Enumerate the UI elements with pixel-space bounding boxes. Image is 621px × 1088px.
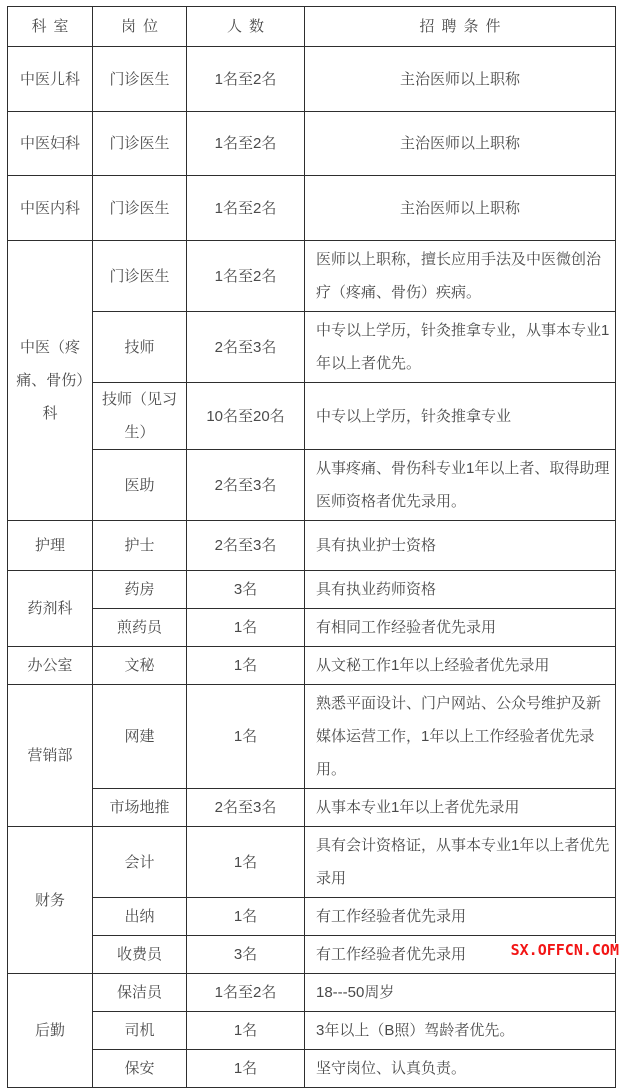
condition-cell: 18---50周岁 bbox=[305, 974, 616, 1012]
dept-cell: 后勤 bbox=[8, 974, 93, 1088]
post-cell: 门诊医生 bbox=[93, 241, 187, 312]
count-cell: 1名至2名 bbox=[187, 176, 305, 241]
post-cell: 门诊医生 bbox=[93, 47, 187, 112]
post-cell: 会计 bbox=[93, 827, 187, 898]
table-row bbox=[8, 1050, 616, 1088]
column-header-post: 岗位 bbox=[93, 7, 187, 47]
count-cell: 10名至20名 bbox=[187, 383, 305, 450]
column-header-conditions: 招聘条件 bbox=[305, 7, 616, 47]
count-cell: 3名 bbox=[187, 936, 305, 974]
condition-cell: 中专以上学历，针灸推拿专业，从事本专业1年以上者优先。 bbox=[305, 312, 616, 383]
table-row bbox=[8, 521, 616, 571]
table-row bbox=[8, 827, 616, 898]
condition-cell: 从事疼痛、骨伤科专业1年以上者、取得助理医师资格者优先录用。 bbox=[305, 450, 616, 521]
post-cell: 药房 bbox=[93, 571, 187, 609]
post-cell: 护士 bbox=[93, 521, 187, 571]
table-row bbox=[8, 898, 616, 936]
post-cell: 出纳 bbox=[93, 898, 187, 936]
condition-cell: 主治医师以上职称 bbox=[305, 112, 616, 176]
dept-cell: 财务 bbox=[8, 827, 93, 974]
condition-cell: 有工作经验者优先录用 bbox=[305, 936, 616, 974]
table-header-row bbox=[8, 7, 616, 47]
count-cell: 1名 bbox=[187, 1012, 305, 1050]
post-cell: 市场地推 bbox=[93, 789, 187, 827]
table-row bbox=[8, 176, 616, 241]
dept-cell: 中医儿科 bbox=[8, 47, 93, 112]
post-cell: 门诊医生 bbox=[93, 112, 187, 176]
post-cell: 收费员 bbox=[93, 936, 187, 974]
table-row bbox=[8, 571, 616, 609]
table-row bbox=[8, 1012, 616, 1050]
condition-cell: 医师以上职称，擅长应用手法及中医微创治疗（疼痛、骨伤）疾病。 bbox=[305, 241, 616, 312]
count-cell: 1名 bbox=[187, 609, 305, 647]
count-cell: 2名至3名 bbox=[187, 312, 305, 383]
dept-cell: 办公室 bbox=[8, 647, 93, 685]
column-header-dept: 科室 bbox=[8, 7, 93, 47]
count-cell: 2名至3名 bbox=[187, 450, 305, 521]
post-cell: 门诊医生 bbox=[93, 176, 187, 241]
condition-cell: 坚守岗位、认真负责。 bbox=[305, 1050, 616, 1088]
post-cell: 技师（见习生） bbox=[93, 383, 187, 450]
count-cell: 2名至3名 bbox=[187, 789, 305, 827]
table-row bbox=[8, 241, 616, 312]
post-cell: 医助 bbox=[93, 450, 187, 521]
condition-cell: 具有执业药师资格 bbox=[305, 571, 616, 609]
table-row bbox=[8, 789, 616, 827]
dept-cell: 护理 bbox=[8, 521, 93, 571]
condition-cell: 从文秘工作1年以上经验者优先录用 bbox=[305, 647, 616, 685]
table-row bbox=[8, 609, 616, 647]
table-row bbox=[8, 112, 616, 176]
condition-cell: 主治医师以上职称 bbox=[305, 47, 616, 112]
table-row bbox=[8, 974, 616, 1012]
table-row bbox=[8, 450, 616, 521]
dept-cell: 中医（疼痛、骨伤）科 bbox=[8, 241, 93, 521]
condition-cell: 熟悉平面设计、门户网站、公众号维护及新媒体运营工作，1年以上工作经验者优先录用。 bbox=[305, 685, 616, 789]
post-cell: 保安 bbox=[93, 1050, 187, 1088]
condition-cell: 有相同工作经验者优先录用 bbox=[305, 609, 616, 647]
condition-cell: 有工作经验者优先录用 bbox=[305, 898, 616, 936]
count-cell: 1名 bbox=[187, 685, 305, 789]
condition-cell: 具有执业护士资格 bbox=[305, 521, 616, 571]
table-row bbox=[8, 647, 616, 685]
recruitment-table bbox=[7, 6, 616, 1088]
post-cell: 煎药员 bbox=[93, 609, 187, 647]
count-cell: 1名 bbox=[187, 1050, 305, 1088]
dept-cell: 药剂科 bbox=[8, 571, 93, 647]
count-cell: 1名至2名 bbox=[187, 241, 305, 312]
count-cell: 1名至2名 bbox=[187, 974, 305, 1012]
dept-cell: 营销部 bbox=[8, 685, 93, 827]
count-cell: 2名至3名 bbox=[187, 521, 305, 571]
post-cell: 保洁员 bbox=[93, 974, 187, 1012]
condition-cell: 具有会计资格证，从事本专业1年以上者优先录用 bbox=[305, 827, 616, 898]
table-row bbox=[8, 47, 616, 112]
condition-cell: 主治医师以上职称 bbox=[305, 176, 616, 241]
condition-cell: 从事本专业1年以上者优先录用 bbox=[305, 789, 616, 827]
count-cell: 1名 bbox=[187, 647, 305, 685]
count-cell: 1名 bbox=[187, 898, 305, 936]
count-cell: 1名至2名 bbox=[187, 112, 305, 176]
post-cell: 文秘 bbox=[93, 647, 187, 685]
count-cell: 3名 bbox=[187, 571, 305, 609]
count-cell: 1名至2名 bbox=[187, 47, 305, 112]
post-cell: 司机 bbox=[93, 1012, 187, 1050]
table-row bbox=[8, 685, 616, 789]
condition-cell: 中专以上学历，针灸推拿专业 bbox=[305, 383, 616, 450]
table-row bbox=[8, 383, 616, 450]
post-cell: 网建 bbox=[93, 685, 187, 789]
dept-cell: 中医内科 bbox=[8, 176, 93, 241]
column-header-count: 人数 bbox=[187, 7, 305, 47]
count-cell: 1名 bbox=[187, 827, 305, 898]
watermark: SX.OFFCN.COM bbox=[510, 941, 619, 959]
table-row bbox=[8, 312, 616, 383]
condition-cell: 3年以上（B照）驾龄者优先。 bbox=[305, 1012, 616, 1050]
post-cell: 技师 bbox=[93, 312, 187, 383]
dept-cell: 中医妇科 bbox=[8, 112, 93, 176]
